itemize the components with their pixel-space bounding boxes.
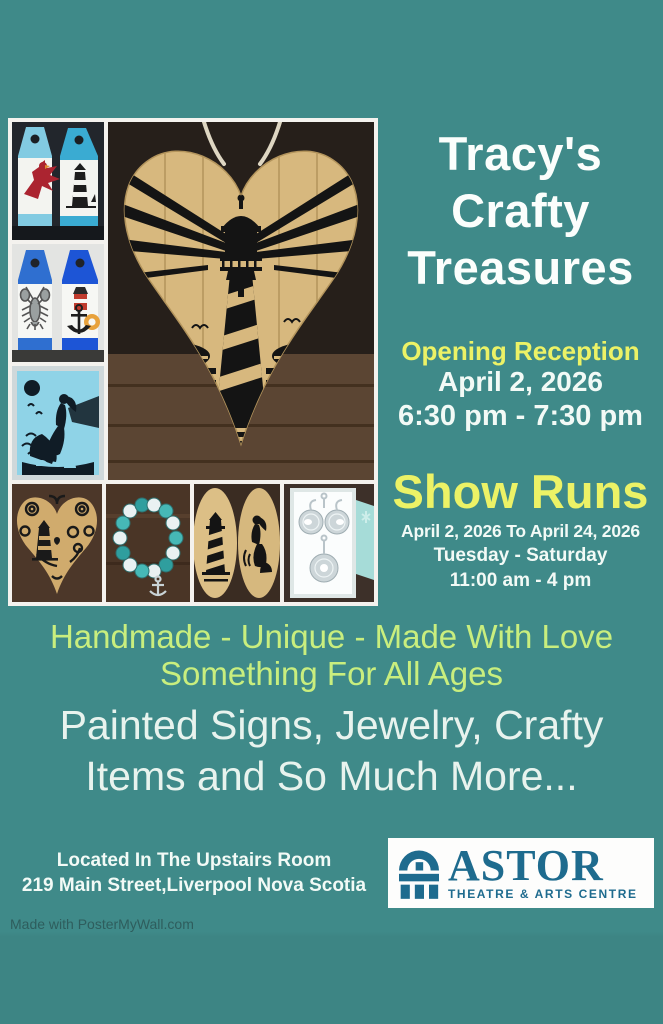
show-runs-dates: April 2, 2026 To April 24, 2026 [401,521,640,541]
heart-lighthouse-illustration [108,122,374,480]
show-runs-hours: 11:00 am - 4 pm [449,570,592,591]
photo-bead-bracelet [106,484,190,602]
opening-reception-date: April 2, 2026 [438,366,603,397]
tags-lobster-illustration [12,244,104,362]
location-line-1: Located In The Upstairs Room [56,850,332,871]
astor-subtitle: THEATRE & ARTS CENTRE [448,887,638,901]
page-title-line-1: Tracy's [438,127,603,180]
oval-plaques-illustration [194,484,280,602]
description-line-2: Items and So Much More... [85,753,578,799]
photo-oval-plaques [194,484,280,602]
astor-arch-icon [394,844,444,902]
tagline-handmade: Handmade - Unique - Made With Love [49,618,614,655]
photo-tags-cardinal-lighthouse [12,122,104,240]
photo-tags-lobster-anchor [12,244,104,362]
description-line-1: Painted Signs, Jewelry, Crafty [59,702,604,748]
photo-earrings-gift-box [284,484,374,602]
opening-reception-time: 6:30 pm - 7:30 pm [398,400,643,432]
heart-swirl-illustration [12,484,102,602]
show-runs-days: Tuesday - Saturday [433,545,608,566]
page-title-line-2: Crafty [451,184,590,237]
tags-cardinal-illustration [12,122,104,240]
watermark: Made with PosterMyWall.com [10,916,194,932]
photo-heart-swirl-sign [12,484,102,602]
tagline-all-ages: Something For All Ages [159,655,504,692]
collage-bottom-row [12,484,374,602]
location-line-2: 219 Main Street,Liverpool Nova Scotia [21,875,367,896]
photo-collage [8,118,378,606]
photo-mermaid-sign [12,366,104,480]
location-block [8,848,380,898]
show-runs-heading: Show Runs [392,465,649,518]
mermaid-sign-illustration [12,366,104,480]
bracelet-illustration [106,484,190,602]
earrings-box-illustration [284,484,374,602]
astor-name: ASTOR [448,841,604,890]
page-title-line-3: Treasures [407,241,634,294]
photo-heart-lighthouse-sign [108,122,374,480]
astor-logo-text [444,841,648,901]
astor-logo [388,838,654,908]
opening-reception-heading: Opening Reception [401,336,640,366]
